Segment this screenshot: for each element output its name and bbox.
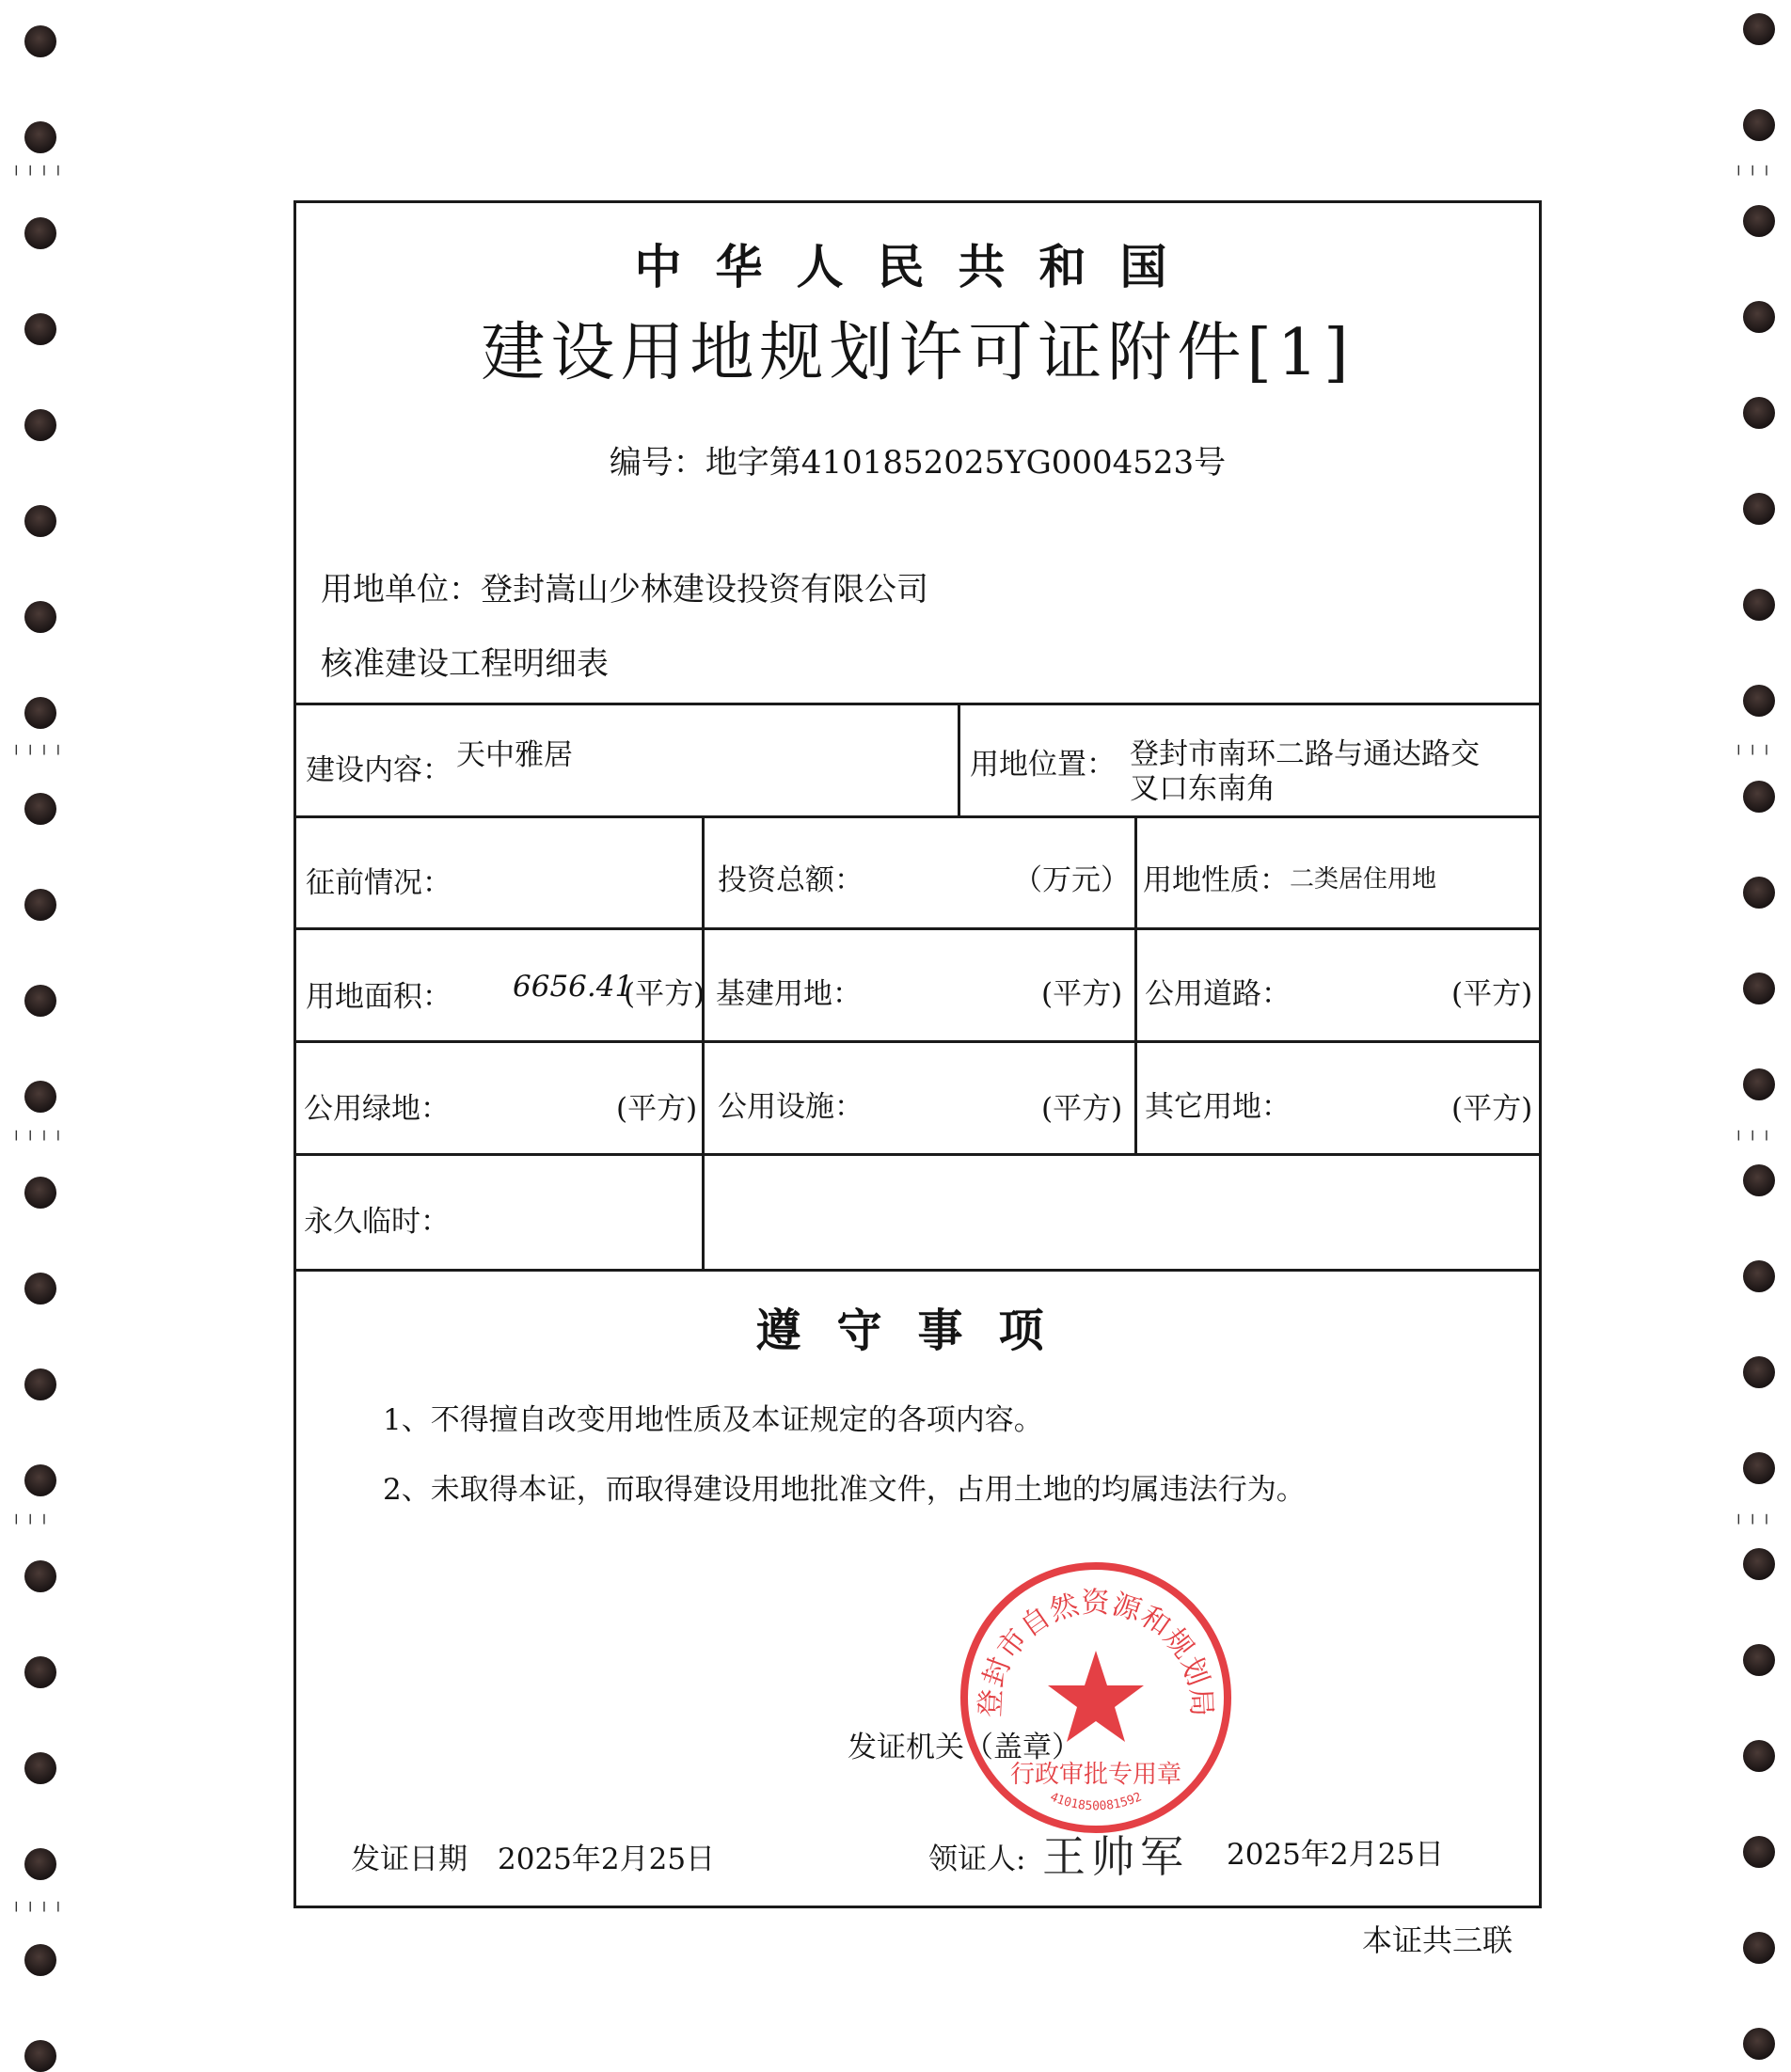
feed-hole	[1743, 2028, 1775, 2060]
land-area-value: 6656.41	[513, 970, 634, 1004]
applicant-value: 登封嵩山少林建设投资有限公司	[481, 571, 928, 609]
serial-label: 编号：	[609, 444, 705, 482]
land-nature-label: 用地性质：	[1143, 863, 1289, 897]
public-green-unit: (平方)	[616, 1092, 698, 1126]
serial-value: 地字第4101852025YG0004523号	[705, 444, 1227, 482]
feed-hole	[24, 1368, 56, 1400]
perforation-mark: ╷╷╷╷	[11, 1892, 68, 1912]
table-rule	[958, 703, 960, 815]
land-area-label: 用地面积：	[306, 980, 452, 1014]
perforation-mark: ╷╷╷	[1734, 1121, 1776, 1141]
perforation-mark: ╷╷╷	[1734, 735, 1776, 755]
feed-hole	[24, 601, 56, 633]
seal-inner-text: 行政审批专用章	[1009, 1761, 1182, 1789]
feed-hole	[24, 25, 56, 57]
perforation-mark: ╷╷╷╷	[11, 1121, 68, 1141]
feed-hole	[24, 1273, 56, 1305]
feed-hole	[1743, 1932, 1775, 1964]
feed-hole	[1743, 493, 1775, 525]
other-land-label: 其它用地：	[1145, 1090, 1291, 1124]
feed-hole	[1743, 397, 1775, 429]
feed-hole	[24, 1081, 56, 1113]
seal-outer-text: 登封市自然资源和规划局	[974, 1586, 1218, 1718]
feed-hole	[1743, 205, 1775, 237]
table-title: 核准建设工程明细表	[321, 645, 609, 683]
serial-number	[296, 436, 1539, 482]
capital-construction-land-unit: (平方)	[1041, 977, 1123, 1011]
perforation-mark: ╷╷╷╷	[11, 735, 68, 755]
feed-hole	[24, 985, 56, 1017]
feed-hole	[1743, 685, 1775, 717]
feed-hole	[24, 1177, 56, 1209]
construction-content-label: 建设内容：	[306, 753, 452, 787]
land-location-label: 用地位置：	[970, 748, 1116, 782]
feed-hole	[1743, 589, 1775, 621]
feed-hole	[1743, 1644, 1775, 1676]
issuer-label: 发证机关（盖章）	[848, 1731, 1081, 1764]
total-investment-label: 投资总额：	[718, 863, 864, 897]
perforation-mark: ╷╷╷	[1734, 156, 1776, 176]
recipient-signature: 王帅军	[1042, 1831, 1189, 1882]
permit-title: 建设用地规划许可证附件[1]	[481, 316, 1355, 390]
table-rule	[296, 1269, 1539, 1272]
feed-hole	[24, 505, 56, 537]
perforation-mark: ╷╷╷	[11, 1505, 54, 1525]
feed-hole	[24, 1560, 56, 1592]
pre-acquisition-label: 征前情况：	[306, 866, 452, 900]
table-rule	[296, 703, 1539, 705]
copies-note: 本证共三联	[1362, 1922, 1514, 1958]
table-rule	[296, 1153, 1539, 1156]
public-facilities-label: 公用设施：	[718, 1090, 864, 1124]
feed-hole	[1743, 1740, 1775, 1772]
feed-hole	[24, 1944, 56, 1976]
table-rule	[702, 815, 705, 1269]
perforation-mark: ╷╷╷╷	[11, 156, 68, 176]
feed-hole	[24, 1464, 56, 1496]
feed-hole	[24, 1848, 56, 1880]
feed-hole	[1743, 1068, 1775, 1100]
issue-date-label: 发证日期	[351, 1843, 468, 1876]
rule-item-2: 2、未取得本证，而取得建设用地批准文件，占用土地的均属违法行为。	[383, 1473, 1306, 1507]
land-area-unit: (平方)	[624, 977, 705, 1011]
public-roads-label: 公用道路：	[1145, 977, 1291, 1011]
table-rule	[1134, 815, 1137, 1153]
table-rule	[296, 815, 1539, 818]
permanence-label: 永久临时：	[304, 1205, 450, 1239]
applicant-label: 用地单位：	[321, 571, 481, 609]
feed-hole	[24, 121, 56, 153]
feed-hole	[1743, 781, 1775, 813]
feed-hole	[1743, 1356, 1775, 1388]
feed-hole	[1743, 109, 1775, 141]
feed-hole	[24, 217, 56, 249]
feed-hole	[1743, 877, 1775, 909]
feed-hole	[1743, 1164, 1775, 1196]
construction-content-value: 天中雅居	[456, 738, 573, 772]
feed-hole	[1743, 1452, 1775, 1484]
recipient-label: 领证人:	[928, 1843, 1026, 1876]
feed-hole	[24, 409, 56, 441]
public-facilities-unit: (平方)	[1041, 1092, 1123, 1126]
feed-hole	[24, 793, 56, 825]
country-heading: 中华人民共和国	[634, 240, 1201, 294]
seal-star-icon	[1048, 1651, 1144, 1742]
public-roads-unit: (平方)	[1451, 977, 1533, 1011]
feed-hole	[1743, 1836, 1775, 1868]
total-investment-unit: （万元）	[1013, 863, 1130, 897]
official-seal	[955, 1557, 1237, 1839]
land-nature-value: 二类居住用地	[1290, 865, 1437, 894]
feed-hole	[1743, 1260, 1775, 1292]
land-location-value-line2: 叉口东南角	[1130, 772, 1276, 806]
other-land-unit: (平方)	[1451, 1092, 1533, 1126]
table-rule	[296, 1040, 1539, 1043]
permit-form	[293, 200, 1542, 1908]
capital-construction-land-label: 基建用地：	[716, 977, 862, 1011]
rule-item-1: 1、不得擅自改变用地性质及本证规定的各项内容。	[383, 1403, 1043, 1437]
feed-hole	[1743, 301, 1775, 333]
feed-hole	[1743, 1548, 1775, 1580]
feed-hole	[24, 697, 56, 729]
feed-hole	[24, 1752, 56, 1784]
public-green-label: 公用绿地：	[304, 1092, 450, 1126]
seal-code: 4101850081592	[1048, 1790, 1144, 1814]
land-location-value-line1: 登封市南环二路与通达路交	[1130, 737, 1480, 771]
feed-hole	[24, 889, 56, 921]
rules-heading: 遵守事项	[755, 1305, 1080, 1357]
receive-date: 2025年2月25日	[1227, 1838, 1445, 1872]
feed-hole	[24, 2040, 56, 2072]
feed-hole	[1743, 13, 1775, 45]
table-rule	[296, 927, 1539, 930]
feed-hole	[24, 1656, 56, 1688]
feed-hole	[1743, 973, 1775, 1004]
issue-date: 2025年2月25日	[498, 1843, 716, 1876]
perforation-mark: ╷╷╷	[1734, 1505, 1776, 1525]
feed-hole	[24, 313, 56, 345]
applicant-row	[321, 563, 928, 609]
